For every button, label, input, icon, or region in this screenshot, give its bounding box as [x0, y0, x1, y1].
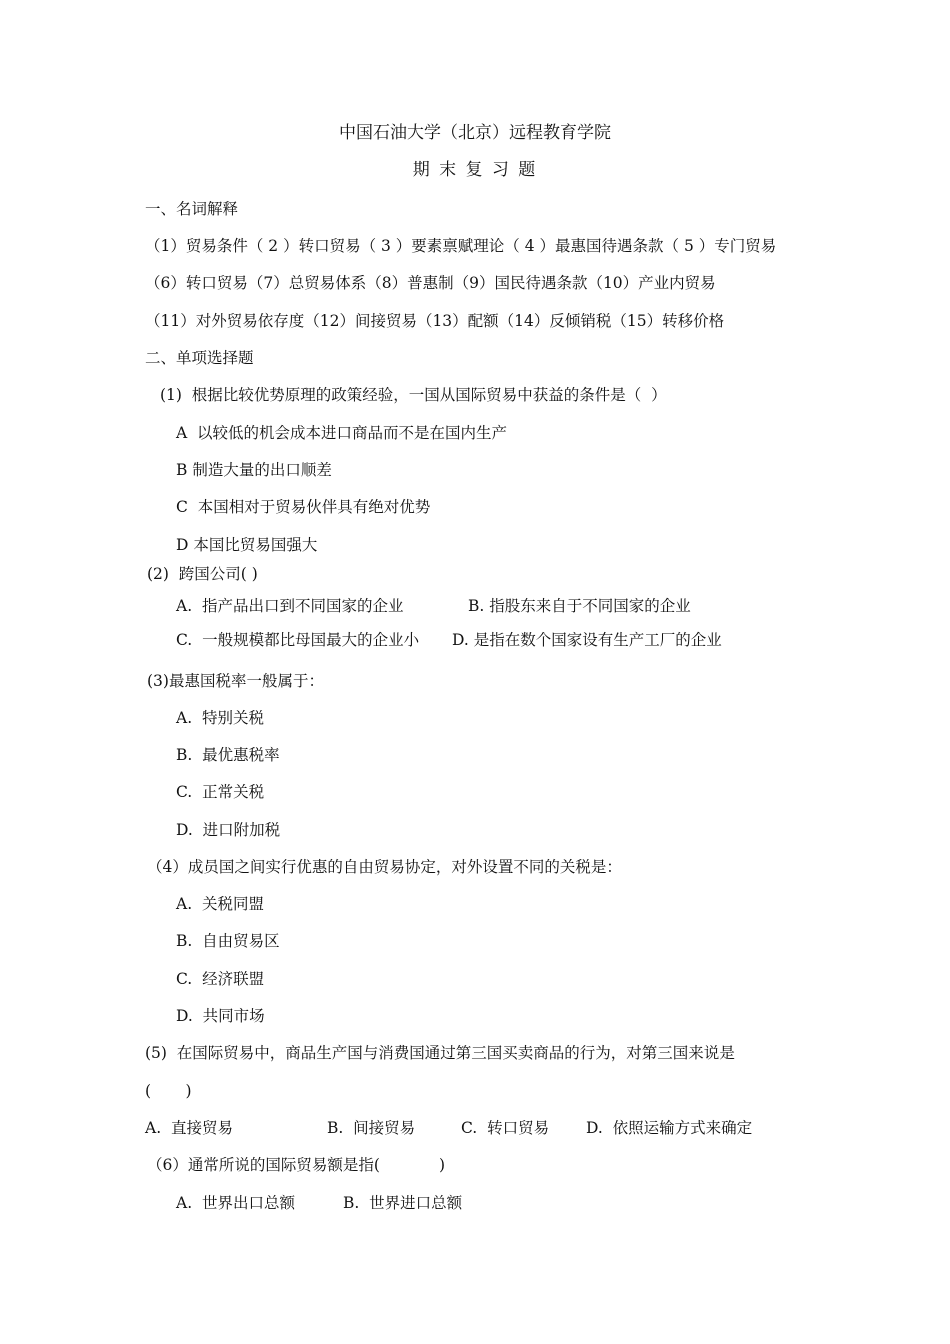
terms-line: （1）贸易条件（ 2 ）转口贸易（ 3 ）要素禀赋理论（ 4 ）最惠国待遇条款（ 5 ）专门贸易 [145, 237, 777, 255]
question-stem: (1) 根据比较优势原理的政策经验，一国从国际贸易中获益的条件是（ ） [160, 386, 667, 404]
question-stem: (2) 跨国公司( ) [147, 565, 258, 583]
terms-line: （6）转口贸易（7）总贸易体系（8）普惠制（9）国民待遇条款（10）产业内贸易 [145, 274, 716, 292]
answer-option: A. 关税同盟 [176, 895, 264, 913]
answer-option: D. 是指在数个国家设有生产工厂的企业 [452, 631, 722, 649]
answer-option: B. 世界进口总额 [343, 1194, 463, 1212]
answer-option: C. 正常关税 [176, 783, 265, 801]
answer-option: D. 共同市场 [176, 1007, 265, 1025]
answer-option: C 本国相对于贸易伙伴具有绝对优势 [176, 498, 431, 516]
answer-option: B. 指股东来自于不同国家的企业 [468, 597, 691, 615]
question-stem: （4）成员国之间实行优惠的自由贸易协定，对外设置不同的关税是： [147, 858, 622, 876]
answer-option: B. 间接贸易 [327, 1119, 416, 1137]
answer-option: A. 特别关税 [176, 709, 264, 727]
answer-option: D. 依照运输方式来确定 [586, 1119, 753, 1137]
question-stem: （6）通常所说的国际贸易额是指( ) [147, 1156, 446, 1174]
answer-option: C. 转口贸易 [461, 1119, 550, 1137]
answer-option: A 以较低的机会成本进口商品而不是在国内生产 [176, 424, 508, 442]
page-subtitle: 期 末 复 习 题 [412, 160, 538, 180]
answer-option: D 本国比贸易国强大 [176, 536, 318, 554]
section-heading: 一、名词解释 [145, 200, 239, 218]
answer-option: A. 直接贸易 [145, 1119, 233, 1137]
terms-line: （11）对外贸易依存度（12）间接贸易（13）配额（14）反倾销税（15）转移价格 [145, 312, 725, 330]
section-heading: 二、单项选择题 [145, 349, 254, 367]
page-title: 中国石油大学（北京）远程教育学院 [339, 123, 611, 143]
answer-option: B. 最优惠税率 [176, 746, 280, 764]
answer-option: C. 一般规模都比母国最大的企业小 [176, 631, 420, 649]
answer-option: B 制造大量的出口顺差 [176, 461, 332, 479]
answer-option: C. 经济联盟 [176, 970, 265, 988]
answer-option: A. 指产品出口到不同国家的企业 [176, 597, 404, 615]
answer-option: A. 世界出口总额 [176, 1194, 295, 1212]
question-stem: (5) 在国际贸易中，商品生产国与消费国通过第三国买卖商品的行为，对第三国来说是 [145, 1044, 735, 1062]
question-stem-continued: ( ) [145, 1082, 192, 1100]
answer-option: D. 进口附加税 [176, 821, 281, 839]
answer-option: B. 自由贸易区 [176, 932, 280, 950]
question-stem: (3)最惠国税率一般属于： [147, 672, 324, 690]
